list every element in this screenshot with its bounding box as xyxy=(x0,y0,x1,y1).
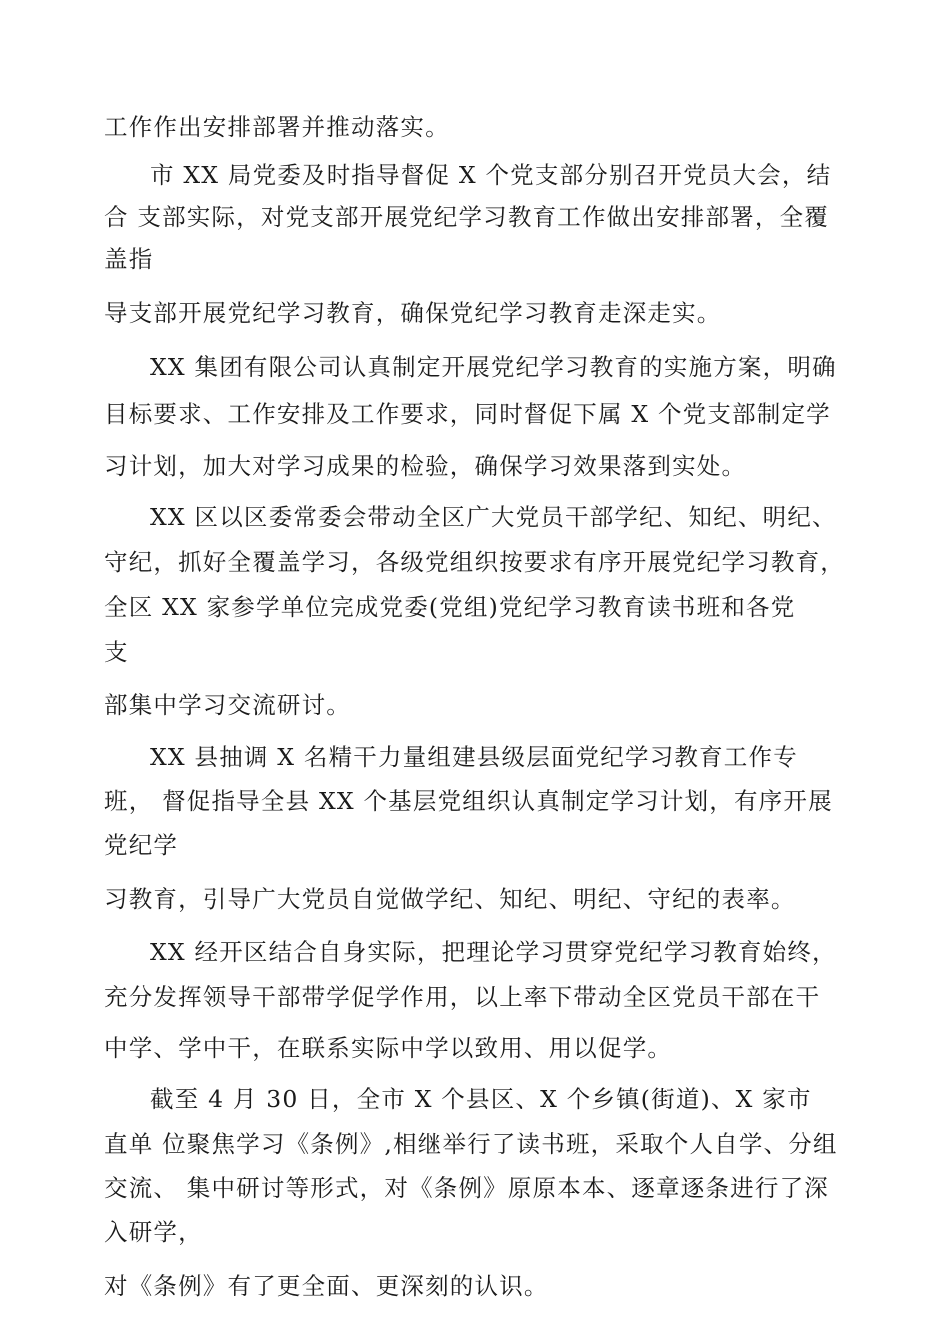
text-line: 习教育，引导广大党员自觉做学纪、知纪、明纪、守纪的表率。 xyxy=(104,885,796,913)
text-line: 习计划，加大对学习成果的检验，确保学习效果落到实处。 xyxy=(104,452,747,480)
text-line: 中学、学中干，在联系实际中学以致用、用以促学。 xyxy=(104,1034,673,1062)
text-line: 入研学， xyxy=(104,1218,203,1246)
text-line: 党纪学 xyxy=(104,831,179,859)
text-line: 盖指 xyxy=(104,245,154,273)
text-line: 支 xyxy=(104,638,129,666)
text-line: 市 XX 局党委及时指导督促 X 个党支部分别召开党员大会，结 xyxy=(150,161,832,189)
text-line: 工作作出安排部署并推动落实。 xyxy=(104,113,450,141)
text-line: 直单 位聚焦学习《条例》,相继举行了读书班，采取个人自学、分组 xyxy=(104,1130,838,1158)
text-line: XX 县抽调 X 名精干力量组建县级层面党纪学习教育工作专 xyxy=(150,743,798,771)
text-line: 导支部开展党纪学习教育，确保党纪学习教育走深走实。 xyxy=(104,299,722,327)
text-line: 全区 XX 家参学单位完成党委(党组)党纪学习教育读书班和各党 xyxy=(104,593,796,621)
text-line: XX 经开区结合自身实际，把理论学习贯穿党纪学习教育始终， xyxy=(150,938,837,966)
text-line: 对《条例》有了更全面、更深刻的认识。 xyxy=(104,1272,549,1300)
text-line: 合 支部实际，对党支部开展党纪学习教育工作做出安排部署，全覆 xyxy=(104,203,829,231)
text-line: 目标要求、工作安排及工作要求，同时督促下属 X 个党支部制定学 xyxy=(104,400,831,428)
text-line: 部集中学习交流研讨。 xyxy=(104,691,351,719)
text-line: 守纪，抓好全覆盖学习，各级党组织按要求有序开展党纪学习教育， xyxy=(104,548,845,576)
text-line: 交流、 集中研讨等形式，对《条例》原原本本、逐章逐条进行了深 xyxy=(104,1174,829,1202)
text-line: XX 集团有限公司认真制定开展党纪学习教育的实施方案，明确 xyxy=(150,353,837,381)
text-line: 充分发挥领导干部带学促学作用，以上率下带动全区党员干部在干 xyxy=(104,983,821,1011)
text-line: XX 区以区委常委会带动全区广大党员干部学纪、知纪、明纪、 xyxy=(150,503,837,531)
text-line: 截至 4 月 30 日，全市 X 个县区、X 个乡镇(街道)、X 家市 xyxy=(150,1085,812,1113)
text-line: 班， 督促指导全县 XX 个基层党组织认真制定学习计划，有序开展 xyxy=(104,787,833,815)
